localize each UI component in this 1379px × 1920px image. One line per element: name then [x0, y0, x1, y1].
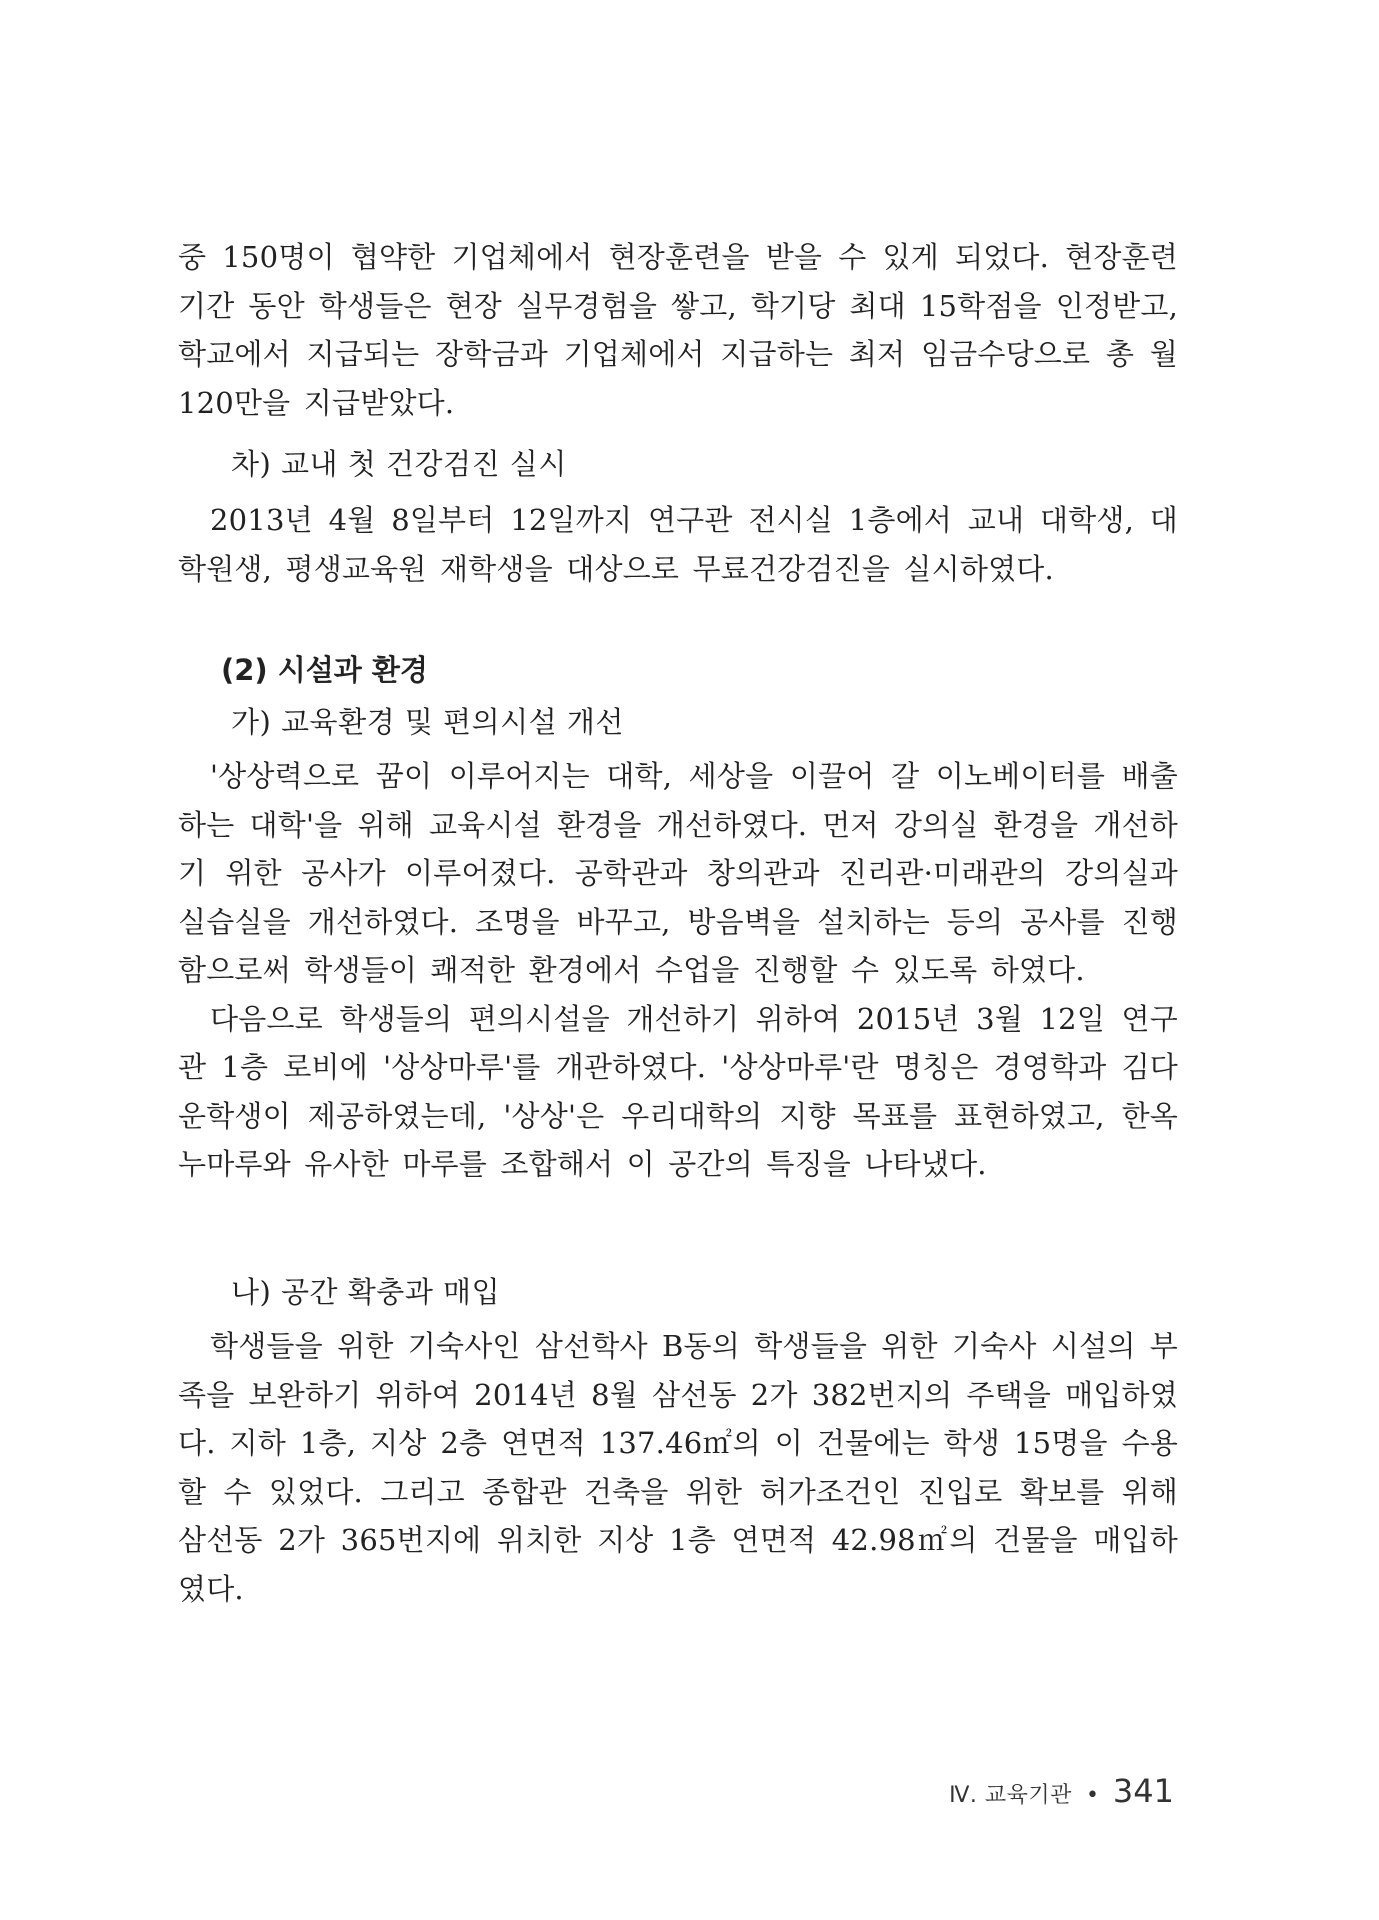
na-paragraph [178, 1322, 1178, 1613]
subsection-ga-title: 가) 교육환경 및 편의시설 개선 [231, 705, 624, 739]
footer-chapter-label: Ⅳ. 교육기관 [949, 1783, 1072, 1808]
intro-text: 중 150명이 협약한 기업체에서 현장훈련을 받을 수 있게 되었다. 현장훈련 기간 동안 학생들은 현장 실무경험을 쌓고, 학기당 최대 15학점을 인정받고, 학교에서 지급되는 장학금과 기업체에서 지급하는 최저 임금수당으로 총 월 120만을 지급받았다. [178, 240, 1178, 420]
na-body-text: 학생들을 위한 기숙사인 삼선학사 B동의 학생들을 위한 기숙사 시설의 부족을 보완하기 위하여 2014년 8월 삼선동 2가 382번지의 주택을 매입하였다. 지하 1층, 지상 2층 연면적 137.46㎡의 이 건물에는 학생 15명을 수용할 수 있었다. 그리고 종합관 건축을 위한 허가조건인 진입로 확보를 위해 삼선동 2가 365번지에 위치한 지상 1층 연면적 42.98㎡의 건물을 매입하였다. [178, 1329, 1178, 1606]
subsection-cha-title: 차) 교내 첫 건강검진 실시 [231, 447, 567, 481]
subsection-na-title: 나) 공간 확충과 매입 [231, 1275, 501, 1309]
ga-paragraphs [178, 752, 1178, 1189]
cha-body-text: 2013년 4월 8일부터 12일까지 연구관 전시실 1층에서 교내 대학생, 대학원생, 평생교육원 재학생을 대상으로 무료건강검진을 실시하였다. [178, 503, 1178, 586]
intro-paragraph [178, 233, 1178, 427]
section-2-title: (2) 시설과 환경 [221, 653, 428, 687]
ga-body-text-1: '상상력으로 꿈이 이루어지는 대학, 세상을 이끌어 갈 이노베이터를 배출하는 대학'을 위해 교육시설 환경을 개선하였다. 먼저 강의실 환경을 개선하기 위한 공사가 이루어졌다. 공학관과 창의관과 진리관·미래관의 강의실과 실습실을 개선하였다. 조명을 바꾸고, 방음벽을 설치하는 등의 공사를 진행함으로써 학생들이 쾌적한 환경에서 수업을 진행할 수 있도록 하였다. [178, 759, 1178, 987]
page-number: 341 [1112, 1772, 1174, 1810]
footer-separator-icon: • [1085, 1783, 1099, 1808]
cha-paragraph [178, 496, 1178, 593]
ga-body-text-2: 다음으로 학생들의 편의시설을 개선하기 위하여 2015년 3월 12일 연구관 1층 로비에 '상상마루'를 개관하였다. '상상마루'란 명칭은 경영학과 김다운학생이 제공하였는데, '상상'은 우리대학의 지향 목표를 표현하였고, 한옥 누마루와 유사한 마루를 조합해서 이 공간의 특징을 나타냈다. [178, 1001, 1178, 1181]
page-footer [949, 1772, 1174, 1810]
